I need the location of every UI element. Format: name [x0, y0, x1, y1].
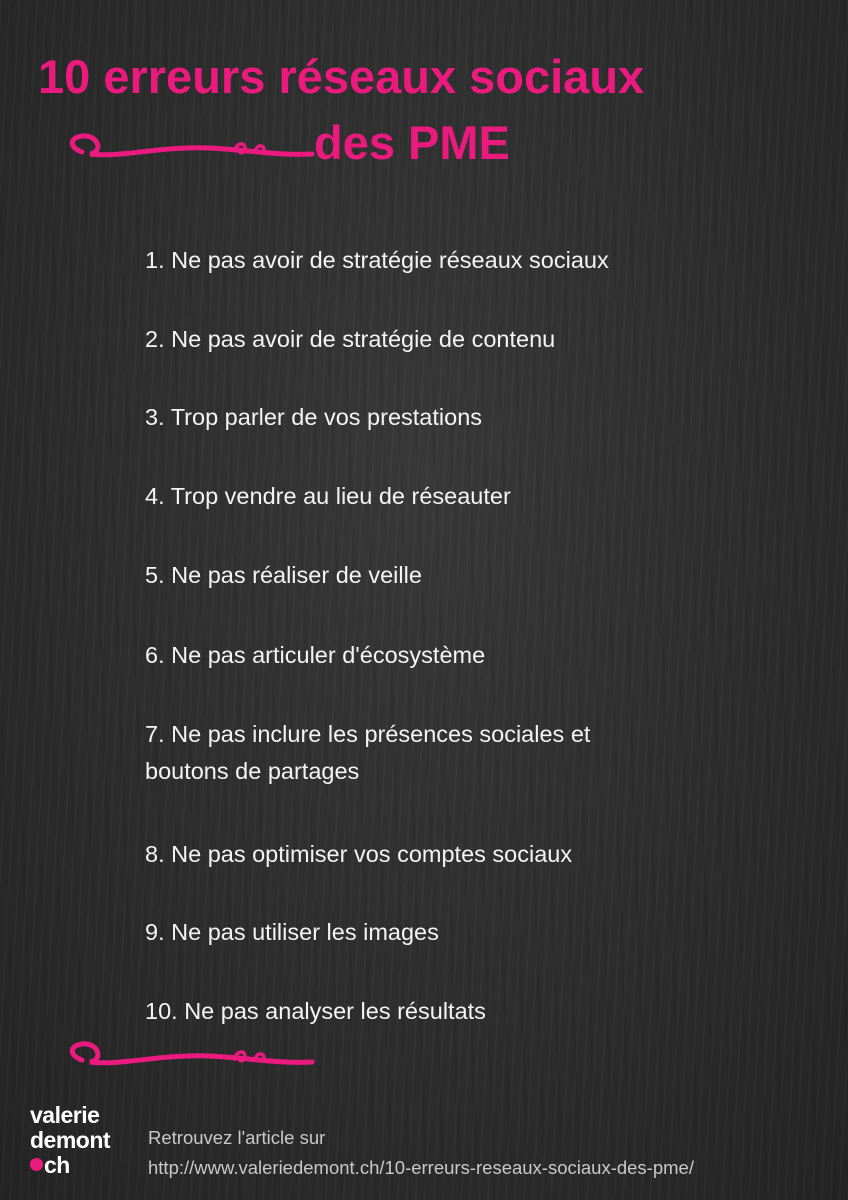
- list-item: [145, 321, 765, 358]
- list-item-text-continued: boutons de partages: [145, 758, 360, 784]
- list-item: [145, 637, 765, 674]
- list-item: [145, 836, 765, 873]
- logo-line-1: valerie: [30, 1102, 100, 1128]
- list-item-text: 2. Ne pas avoir de stratégie de contenu: [145, 326, 556, 352]
- list-item-text: 10. Ne pas analyser les résultats: [145, 998, 486, 1024]
- list-item: [145, 242, 765, 279]
- brand-logo: [30, 1103, 110, 1178]
- page-title-line-2: des PME: [314, 116, 510, 169]
- list-item-text: 1. Ne pas avoir de stratégie réseaux sociaux: [145, 247, 609, 273]
- list-item-text: 6. Ne pas articuler d'écosystème: [145, 642, 486, 668]
- footer-caption: Retrouvez l'article sur: [148, 1127, 326, 1148]
- decorative-swirl-icon: [60, 124, 320, 174]
- list-item-text: 9. Ne pas utiliser les images: [145, 919, 439, 945]
- list-item-text: 3. Trop parler de vos prestations: [145, 404, 483, 430]
- list-item: [145, 557, 765, 594]
- logo-line-3-text: ch: [44, 1152, 70, 1178]
- article-url: http://www.valeriedemont.ch/10-erreurs-reseaux-sociaux-des-pme/: [148, 1157, 694, 1178]
- page-title-line-1: 10 erreurs réseaux sociaux: [38, 50, 645, 103]
- list-item: [145, 914, 765, 951]
- list-item: [145, 399, 765, 436]
- list-item-text: 8. Ne pas optimiser vos comptes sociaux: [145, 841, 573, 867]
- list-item: [145, 478, 765, 515]
- list-item-text: 7. Ne pas inclure les présences sociales et: [145, 721, 591, 747]
- list-item: [145, 716, 765, 790]
- list-item-text: 4. Trop vendre au lieu de réseauter: [145, 483, 511, 509]
- logo-line-3: [30, 1153, 110, 1178]
- list-item-text: 5. Ne pas réaliser de veille: [145, 562, 422, 588]
- logo-line-2: demont: [30, 1127, 111, 1153]
- decorative-swirl-icon: [60, 1036, 320, 1086]
- list-item: [145, 993, 765, 1030]
- logo-dot-icon: [30, 1158, 43, 1171]
